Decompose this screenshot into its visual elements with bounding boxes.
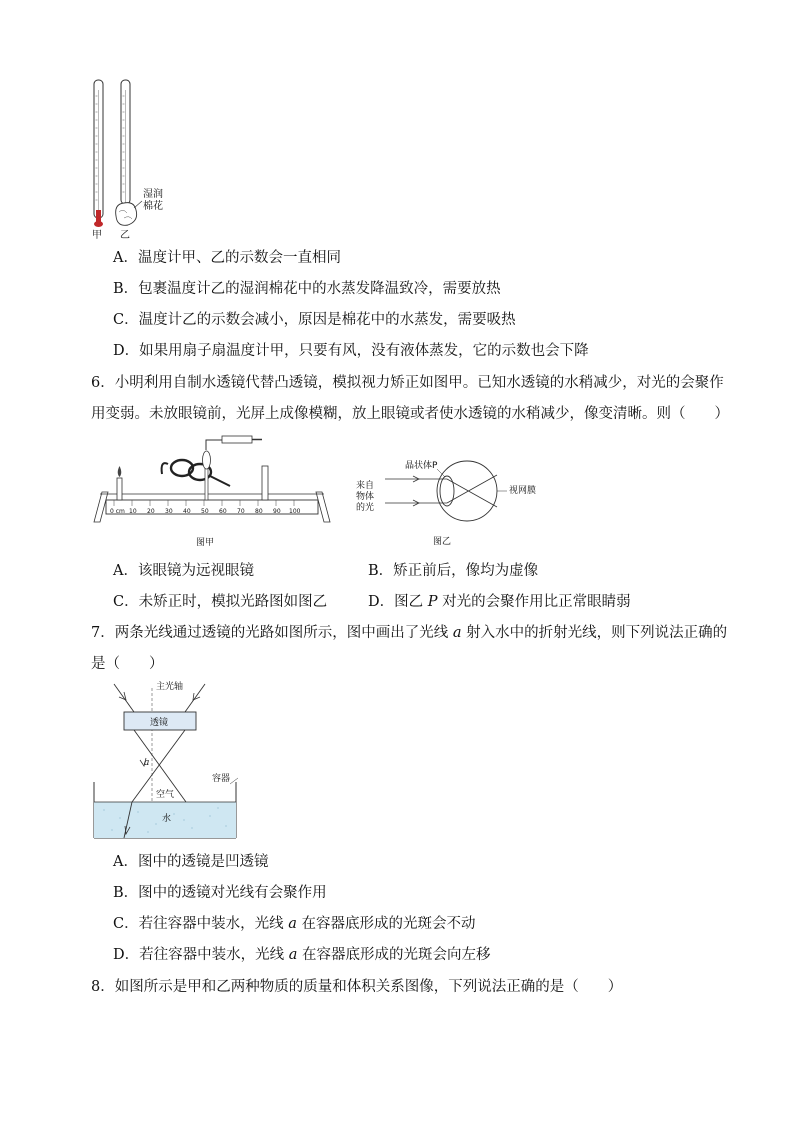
ray-a-label-text: a (144, 758, 150, 768)
q6-option-d (368, 592, 631, 612)
q7-option-c-var: a (288, 916, 297, 932)
q6-option-d-var: P (427, 594, 438, 610)
ruler-tick: 40 (183, 508, 191, 515)
light-label-2: 物体 (356, 492, 375, 502)
ruler-tick: 80 (255, 508, 263, 515)
q7-option-c-pre: C．若往容器中装水，光线 (113, 916, 289, 932)
ruler-tick: 60 (219, 508, 227, 515)
q6-option-b: B．矫正前后，像均为虚像 (368, 563, 539, 579)
eye-figure (355, 455, 555, 552)
ruler-tick: 90 (273, 508, 281, 515)
q7-option-c (113, 914, 475, 934)
q7-option-d (113, 945, 491, 965)
thermometer-yi (116, 80, 142, 225)
q6-option-d-pre: D．图乙 (368, 594, 428, 610)
q5-option-b: B．包裹温度计乙的湿润棉花中的水蒸发降温致冷，需要放热 (113, 281, 501, 297)
q7-option-a: A．图中的透镜是凹透镜 (113, 854, 269, 870)
thermometer-jia (94, 80, 103, 227)
q7-option-b: B．图中的透镜对光线有会聚作用 (113, 885, 327, 901)
water-label: 水 (162, 814, 172, 824)
q7-option-d-var: a (288, 947, 298, 963)
fig-yi-caption: 图乙 (433, 537, 452, 547)
lens-label-text: 晶状体P (405, 461, 438, 471)
light-label-1: 来自 (356, 481, 375, 491)
q7-option-d-pre: D．若往容器中装水，光线 (113, 947, 289, 963)
label-yi: 乙 (120, 230, 130, 241)
light-label-3: 的光 (356, 503, 375, 513)
optical-bench-figure (92, 430, 332, 552)
ruler-tick: 0 cm (110, 508, 125, 515)
lens-container-figure (90, 678, 240, 843)
q6-option-c: C．未矫正时，模拟光路图如图乙 (113, 594, 328, 610)
q7-stem-post: 射入水中的折射光线，则下列说法正确的 (461, 625, 728, 641)
ray-a-label (144, 758, 149, 768)
container-label: 容器 (212, 774, 231, 784)
label-jia: 甲 (92, 230, 102, 241)
q7-option-d-post: 在容器底形成的光斑会向左移 (297, 947, 491, 963)
fig-jia-caption: 图甲 (196, 538, 215, 548)
q5-option-a: A．温度计甲、乙的示数会一直相同 (113, 250, 341, 266)
ruler-tick: 20 (147, 508, 155, 515)
retina-label: 视网膜 (509, 486, 537, 496)
q6-stem-line1: 6．小明利用自制水透镜代替凸透镜，模拟视力矫正如图甲。已知水透镜的水稍减少，对光的会聚作 (91, 375, 724, 391)
ruler-tick: 50 (201, 508, 209, 515)
thermometer-figure (86, 76, 176, 246)
q7-stem-var: a (452, 625, 462, 641)
lens-box-label: 透镜 (150, 718, 169, 728)
q5-option-d: D．如果用扇子扇温度计甲，只要有风，没有液体蒸发，它的示数也会下降 (113, 343, 589, 359)
ruler-tick: 10 (129, 508, 137, 515)
q7-stem-pre: 7．两条光线通过透镜的光路如图所示，图中画出了光线 (91, 625, 453, 641)
ruler-tick: 30 (165, 508, 173, 515)
label-wet-cotton: 湿润棉花 (143, 189, 163, 212)
thermometer-drawing (86, 76, 176, 246)
main-axis-label: 主光轴 (156, 682, 184, 692)
lens-label (405, 461, 437, 471)
air-label: 空气 (156, 790, 175, 800)
q8-stem: 8．如图所示是甲和乙两种物质的质量和体积关系图像，下列说法正确的是（ ） (91, 979, 623, 995)
q6-option-a: A．该眼镜为远视眼镜 (113, 563, 254, 579)
q7-stem-line1 (91, 623, 727, 643)
q5-option-c: C．温度计乙的示数会减小，原因是棉花中的水蒸发，需要吸热 (113, 312, 516, 328)
ruler-tick: 70 (237, 508, 245, 515)
q6-option-d-post: 对光的会聚作用比正常眼睛弱 (437, 594, 631, 610)
q7-stem-line2: 是（ ） (91, 656, 164, 672)
ruler-tick: 100 (289, 508, 301, 515)
q7-option-c-post: 在容器底形成的光斑会不动 (296, 916, 476, 932)
q6-stem-line2: 用变弱。未放眼镜前，光屏上成像模糊，放上眼镜或者使水透镜的水稍减少，像变清晰。则（ ） (91, 406, 729, 422)
